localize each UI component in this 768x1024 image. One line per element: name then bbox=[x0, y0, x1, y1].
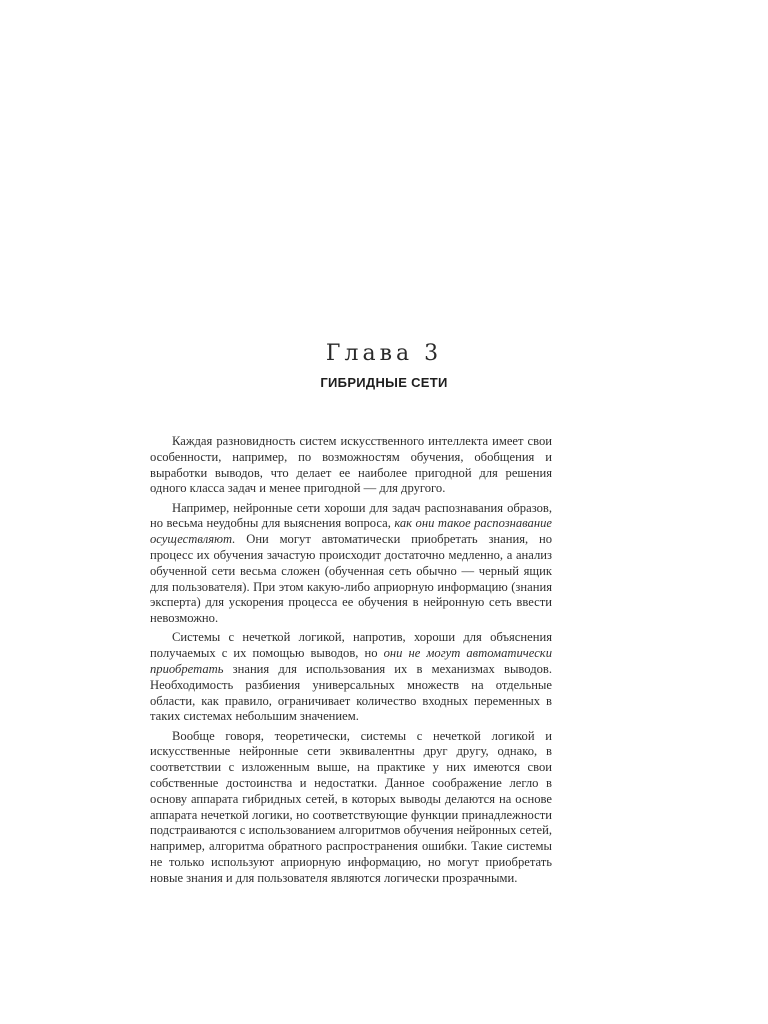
paragraph bbox=[150, 729, 552, 887]
paragraph-text: Например, нейронные сети хороши для задач распознавания образов, но весьма неудобны для выяснения вопроса, bbox=[150, 500, 552, 531]
paragraph-text: Они могут автоматически приобретать знания, но процесс их обучения зачастую происходит достаточно медленно, а анализ обученной сети весьма сложен (обученная сеть обычно — черный ящик для пользователя). При этом какую-либо априорную информацию (знания эксперта) для ускорения процесса ее обучения в нейронную сеть ввести невозможно. bbox=[150, 532, 552, 626]
paragraph-text: Вообще говоря, теоретически, системы с нечеткой логикой и искусственные нейронные сети эквивалентны друг другу, однако, в соответствии с изложенным выше, на практике у них имеются свои собственные достоинства и недостатки. Данное соображение легло в основу аппарата гибридных сетей, в которых выводы делаются на основе аппарата нечеткой логики, но соответствующие функции принадлежности подстраиваются с использованием алгоритмов обучения нейронных сетей, например, алгоритма обратного распространения ошибки. Такие системы не только используют априорную информацию, но могут приобретать новые знания и для пользователя являются логически прозрачными. bbox=[150, 728, 552, 885]
chapter-body bbox=[150, 434, 552, 890]
paragraph-text: Системы с нечеткой логикой, напротив, хороши для объяснения получаемых с их помощью выводов, но bbox=[150, 630, 552, 661]
paragraph-text: Каждая разновидность систем искусственного интеллекта имеет свои особенности, например, по возможностям обучения, обобщения и выработки выводов, что делает ее наиболее пригодной для решения одного класса задач и менее пригодной — для другого. bbox=[150, 434, 552, 496]
chapter-title: ГИБРИДНЫЕ СЕТИ bbox=[320, 375, 448, 390]
chapter-heading: Глава 3 bbox=[325, 341, 443, 366]
paragraph bbox=[150, 630, 552, 725]
paragraph-emphasis: они не могут автоматически приобретать bbox=[150, 646, 552, 676]
paragraph bbox=[150, 434, 552, 497]
paragraph-emphasis: как они такое распознавание осуществляют. bbox=[150, 516, 552, 547]
paragraph bbox=[150, 501, 552, 627]
paragraph-text: знания для использования их в механизмах выводов. Необходимость разбиения универсальных множеств на отдельные области, как правило, ограничивает количество входных переменных в таких системах небольшим значением. bbox=[150, 661, 552, 724]
